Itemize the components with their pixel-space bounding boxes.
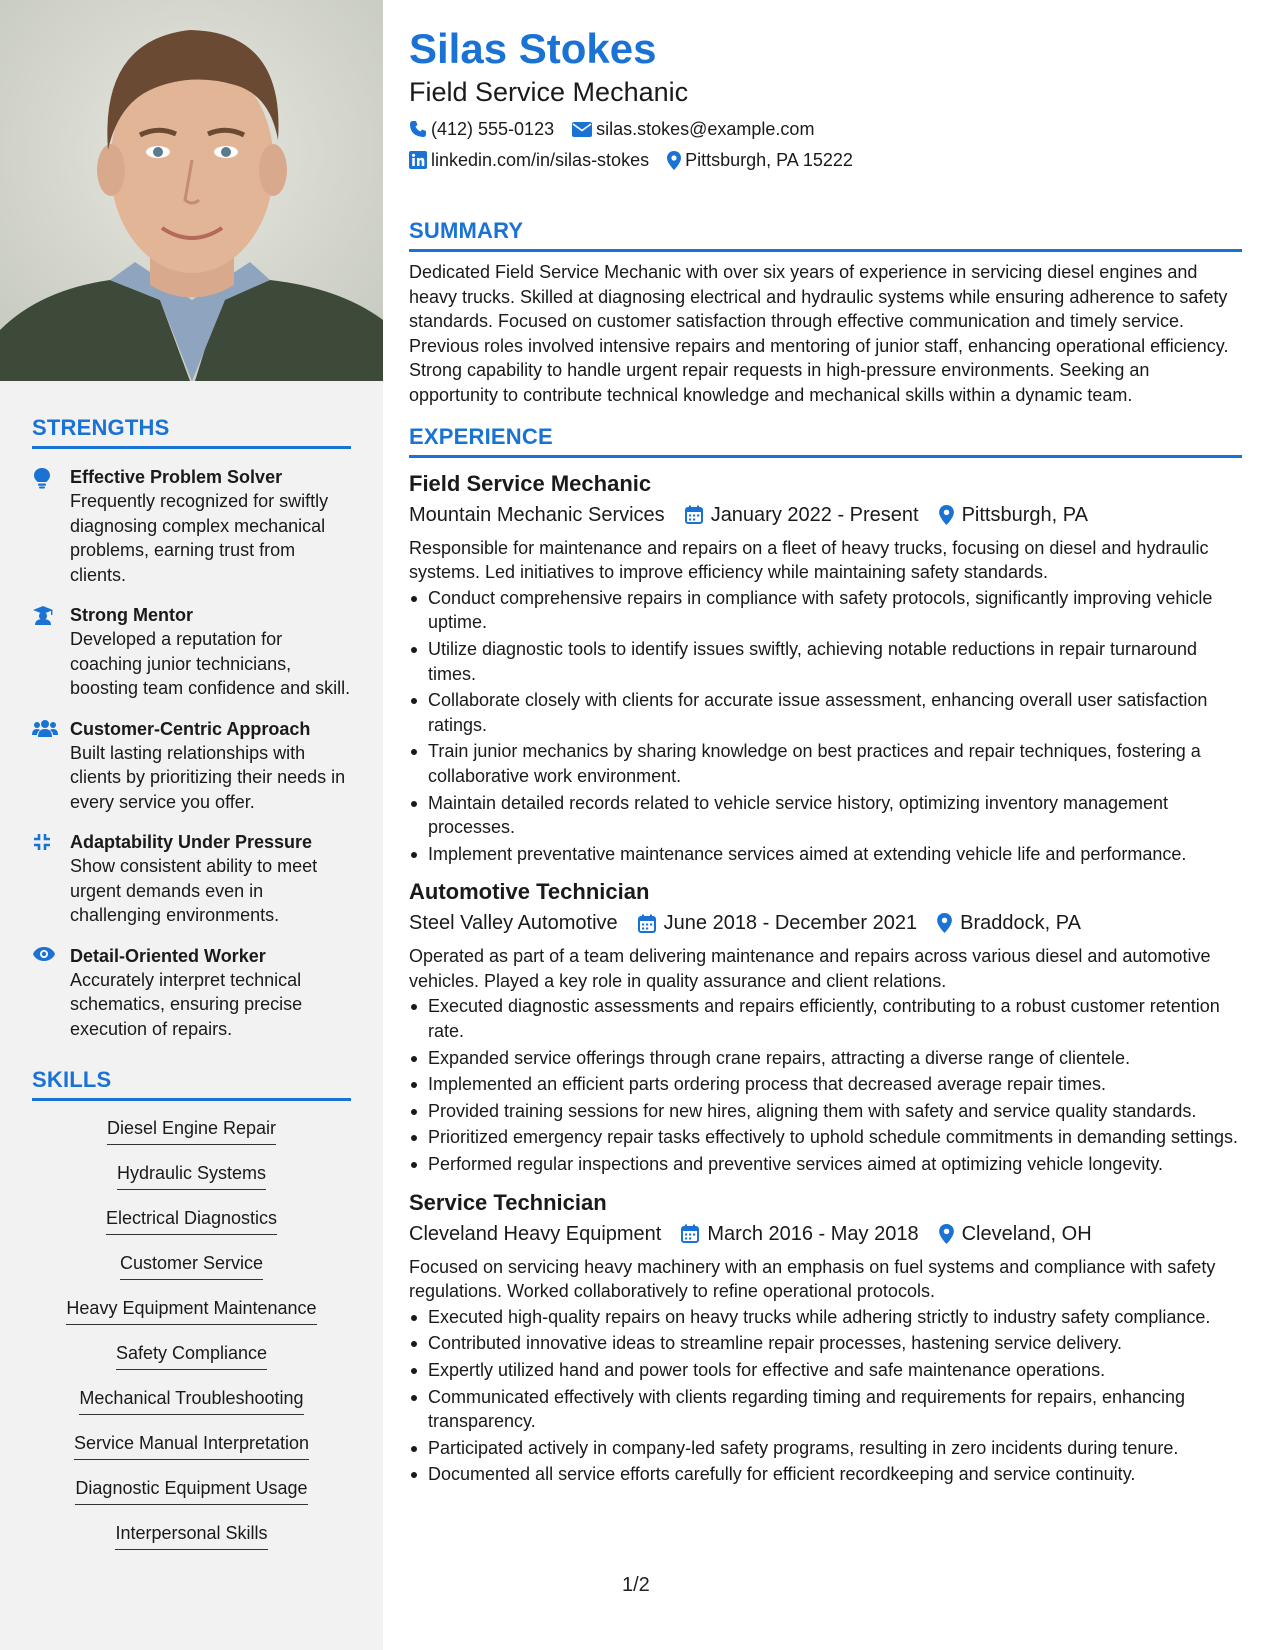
job-description: Focused on servicing heavy machinery with an emphasis on fuel systems and compliance with safety regulations. Worked collaboratively to refine operational protocols. — [409, 1256, 1216, 1302]
skill-item: Electrical Diagnostics — [106, 1205, 277, 1235]
job-entry — [409, 878, 1242, 1176]
job-title: Field Service Mechanic — [409, 470, 652, 496]
skill-item: Interpersonal Skills — [115, 1520, 267, 1550]
skills-section — [0, 1067, 383, 1565]
bullet-item: Conduct comprehensive repairs in compliance with safety protocols, significantly improving vehicle uptime. — [409, 586, 1242, 635]
users-icon — [32, 717, 70, 815]
bullet-item: Executed high-quality repairs on heavy trucks while adhering strictly to industry safety compliance. — [409, 1305, 1242, 1330]
job-company: Cleveland Heavy Equipment — [409, 1222, 662, 1245]
skill-item: Diesel Engine Repair — [107, 1115, 276, 1145]
skill-item: Customer Service — [120, 1250, 263, 1280]
job-dates: January 2022 - Present — [710, 503, 919, 526]
job-meta — [409, 910, 1242, 936]
bullet-item: Implemented an efficient parts ordering process that decreased average repair times. — [409, 1072, 1242, 1097]
profile-photo — [0, 0, 383, 381]
skill-item: Diagnostic Equipment Usage — [75, 1475, 307, 1505]
bullet-item: Implement preventative maintenance services aimed at extending vehicle life and performance. — [409, 842, 1242, 867]
strength-title: Customer-Centric Approach — [70, 718, 311, 739]
compress-icon — [32, 830, 70, 928]
strength-item — [32, 944, 351, 1042]
skills-list — [32, 1115, 351, 1565]
experience-title: EXPERIENCE — [409, 424, 1242, 458]
main-content — [409, 0, 1242, 1489]
job-description: Operated as part of a team delivering maintenance and repairs across various diesel and automotive vehicles. Played a key role in quality assurance and client relations. — [409, 946, 1211, 991]
skill-item: Service Manual Interpretation — [74, 1430, 309, 1460]
map-pin-icon — [939, 1224, 954, 1244]
bullet-item: Expanded service offerings through crane repairs, attracting a diverse range of clientele. — [409, 1046, 1242, 1071]
page-number: 1/2 — [622, 1574, 650, 1596]
job-dates: March 2016 - May 2018 — [707, 1222, 919, 1245]
strength-item — [32, 465, 351, 587]
skill-item: Mechanical Troubleshooting — [79, 1385, 303, 1415]
bullet-item: Train junior mechanics by sharing knowledge on best practices and repair techniques, fostering a collaborative work environment. — [409, 739, 1242, 788]
job-bullets — [409, 1305, 1242, 1487]
job-bullets — [409, 994, 1242, 1176]
strength-title: Effective Problem Solver — [70, 467, 283, 487]
job-dates: June 2018 - December 2021 — [663, 912, 918, 935]
strength-desc: Show consistent ability to meet urgent demands even in challenging environments. — [70, 856, 318, 925]
job-company: Steel Valley Automotive — [409, 912, 618, 935]
map-pin-icon — [667, 151, 681, 170]
lightbulb-icon — [32, 465, 70, 587]
job-entry — [409, 1189, 1242, 1487]
bullet-item: Executed diagnostic assessments and repairs efficiently, contributing to a robust customer retention rate. — [409, 994, 1242, 1043]
strength-title: Detail-Oriented Worker — [70, 945, 266, 966]
location-text: Pittsburgh, PA 15222 — [685, 150, 853, 170]
job-title: Service Technician — [409, 1189, 607, 1215]
candidate-role: Field Service Mechanic — [409, 77, 689, 107]
skill-item: Hydraulic Systems — [117, 1160, 266, 1190]
strength-title: Adaptability Under Pressure — [70, 832, 313, 852]
bullet-item: Documented all service efforts carefully for efficient recordkeeping and service continuity. — [409, 1462, 1242, 1487]
strength-desc: Frequently recognized for swiftly diagnosing complex mechanical problems, earning trust from clients. — [70, 491, 329, 585]
job-location: Braddock, PA — [960, 912, 1081, 935]
candidate-name: Silas Stokes — [409, 25, 657, 72]
bullet-item: Communicated effectively with clients regarding timing and requirements for repairs, enhancing transparency. — [409, 1385, 1242, 1434]
job-meta — [409, 502, 1242, 528]
summary-text: Dedicated Field Service Mechanic with over six years of experience in servicing diesel engines and heavy trucks. Skilled at diagnosing electrical and hydraulic systems while ensuring adherence to safety standards. Focused on customer satisfaction through effective communication and timely service. Previous roles involved intensive repairs and mentoring of junior staff, enhancing operational efficiency. Strong capability to handle urgent repair requests in high-pressure environments. Seeking an opportunity to contribute technical knowledge and mechanical skills within a dynamic team. — [409, 262, 1229, 405]
bullet-item: Maintain detailed records related to vehicle service history, optimizing inventory management processes. — [409, 791, 1242, 840]
bullet-item: Expertly utilized hand and power tools for effective and safe maintenance operations. — [409, 1358, 1242, 1383]
strength-desc: Accurately interpret technical schematics, ensuring precise execution of repairs. — [70, 969, 303, 1039]
skill-item: Safety Compliance — [116, 1340, 267, 1370]
contact-row-1 — [409, 117, 1242, 141]
sidebar — [0, 0, 383, 1650]
skill-item: Heavy Equipment Maintenance — [66, 1295, 316, 1325]
email-link[interactable]: silas.stokes@example.com — [596, 119, 815, 139]
strength-item — [32, 717, 351, 815]
summary-title: SUMMARY — [409, 218, 1242, 252]
job-entry — [409, 470, 1242, 867]
strength-item — [32, 603, 351, 701]
email-icon — [572, 122, 592, 137]
strength-item — [32, 830, 351, 928]
contact-row-2 — [409, 148, 1242, 172]
skills-title: SKILLS — [32, 1067, 351, 1101]
linkedin-icon — [409, 151, 427, 169]
strengths-section — [0, 415, 383, 1041]
job-description: Responsible for maintenance and repairs on a fleet of heavy trucks, focusing on diesel and hydraulic systems. Led initiatives to improve efficiency while maintaining safety standards. — [409, 537, 1209, 583]
eye-icon — [32, 944, 70, 1042]
graduate-icon — [32, 603, 70, 701]
bullet-item: Collaborate closely with clients for accurate issue assessment, enhancing overall user satisfaction ratings. — [409, 688, 1242, 737]
map-pin-icon — [939, 505, 954, 525]
phone-text[interactable]: (412) 555-0123 — [431, 119, 555, 139]
strength-desc: Developed a reputation for coaching junior technicians, boosting team confidence and skill. — [70, 629, 351, 698]
bullet-item: Performed regular inspections and preventive services aimed at optimizing vehicle longevity. — [409, 1152, 1242, 1177]
map-pin-icon — [937, 913, 952, 933]
phone-icon — [409, 120, 427, 138]
calendar-icon — [638, 914, 656, 933]
job-company: Mountain Mechanic Services — [409, 503, 665, 526]
linkedin-link[interactable]: linkedin.com/in/silas-stokes — [431, 150, 650, 170]
strength-title: Strong Mentor — [70, 605, 193, 625]
job-bullets — [409, 586, 1242, 867]
job-location: Cleveland, OH — [961, 1222, 1092, 1245]
job-meta — [409, 1221, 1242, 1247]
portrait-illustration — [0, 0, 383, 381]
job-location: Pittsburgh, PA — [961, 503, 1088, 526]
job-title: Automotive Technician — [409, 879, 650, 905]
bullet-item: Utilize diagnostic tools to identify issues swiftly, achieving notable reductions in repair turnaround times. — [409, 637, 1242, 686]
bullet-item: Prioritized emergency repair tasks effectively to uphold schedule commitments in demanding settings. — [409, 1125, 1242, 1150]
calendar-icon — [681, 1224, 699, 1243]
strengths-title: STRENGTHS — [32, 415, 351, 449]
bullet-item: Participated actively in company-led safety programs, resulting in zero incidents during tenure. — [409, 1436, 1242, 1461]
bullet-item: Provided training sessions for new hires, aligning them with safety and service quality standards. — [409, 1099, 1242, 1124]
bullet-item: Contributed innovative ideas to streamline repair processes, hastening service delivery. — [409, 1331, 1242, 1356]
strength-desc: Built lasting relationships with clients by prioritizing their needs in every service you offer. — [70, 742, 346, 812]
calendar-icon — [685, 505, 703, 524]
